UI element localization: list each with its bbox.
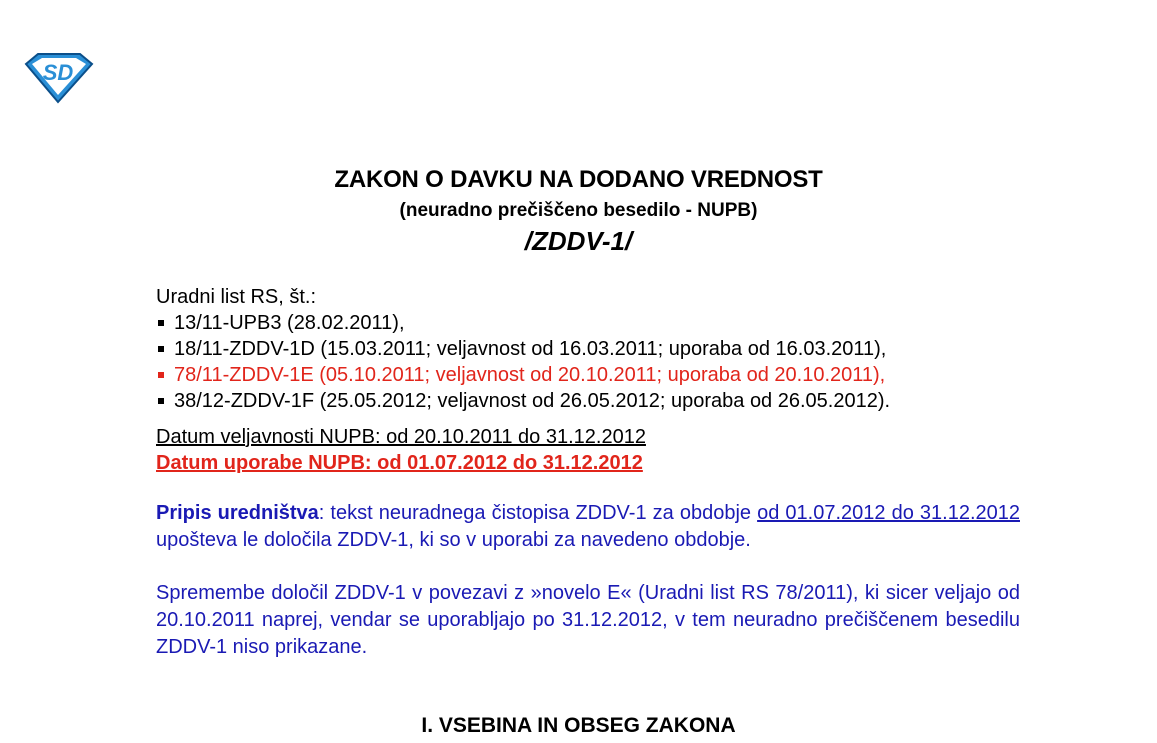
- dates-block: [156, 424, 1020, 476]
- document-title: ZAKON O DAVKU NA DODANO VREDNOST: [334, 166, 823, 193]
- bullet-icon: [158, 372, 164, 378]
- application-date: Datum uporabe NUPB: od 01.07.2012 do 31.12.2012: [156, 452, 643, 474]
- gazette-item: 13/11-UPB3 (28.02.2011),: [156, 310, 1020, 336]
- editorial-note: Pripis uredništva: tekst neuradnega čistopisa ZDDV-1 za obdobje od 01.07.2012 do 31.12.2012 upošteva le določila ZDDV-1, ki so v uporabi za navedeno obdobje.: [156, 502, 1020, 551]
- bullet-icon: [158, 346, 164, 352]
- gazette-list: [156, 284, 1020, 414]
- gazette-item-highlighted: 78/11-ZDDV-1E (05.10.2011; veljavnost od 20.10.2011; uporaba od 20.10.2011),: [156, 362, 1020, 388]
- editorial-note-lead: Pripis uredništva: [156, 502, 319, 524]
- editorial-note-period: od 01.07.2012 do 31.12.2012: [757, 502, 1020, 524]
- section-heading: I. VSEBINA IN OBSEG ZAKONA: [421, 714, 736, 737]
- publisher-logo-shield-icon: [22, 50, 96, 104]
- bullet-icon: [158, 398, 164, 404]
- validity-date: Datum veljavnosti NUPB: od 20.10.2011 do 31.12.2012: [156, 426, 646, 448]
- gazette-item: 18/11-ZDDV-1D (15.03.2011; veljavnost od 16.03.2011; uporaba od 16.03.2011),: [156, 336, 1020, 362]
- bullet-icon: [158, 320, 164, 326]
- logo-text: SD: [42, 60, 74, 85]
- law-abbreviation: /ZDDV-1/: [524, 226, 633, 256]
- gazette-item: 38/12-ZDDV-1F (25.05.2012; veljavnost od 26.05.2012; uporaba od 26.05.2012).: [156, 388, 1020, 414]
- document-subtitle: (neuradno prečiščeno besedilo - NUPB): [399, 200, 758, 221]
- amendment-note: Spremembe določil ZDDV-1 v povezavi z »novelo E« (Uradni list RS 78/2011), ki sicer veljajo od 20.10.2011 naprej, vendar se uporabljajo po 31.12.2012, v tem neuradno prečiščenem besedilu ZDDV-1 niso prikazane.: [156, 582, 1020, 658]
- gazette-label: Uradni list RS, št.:: [156, 286, 317, 308]
